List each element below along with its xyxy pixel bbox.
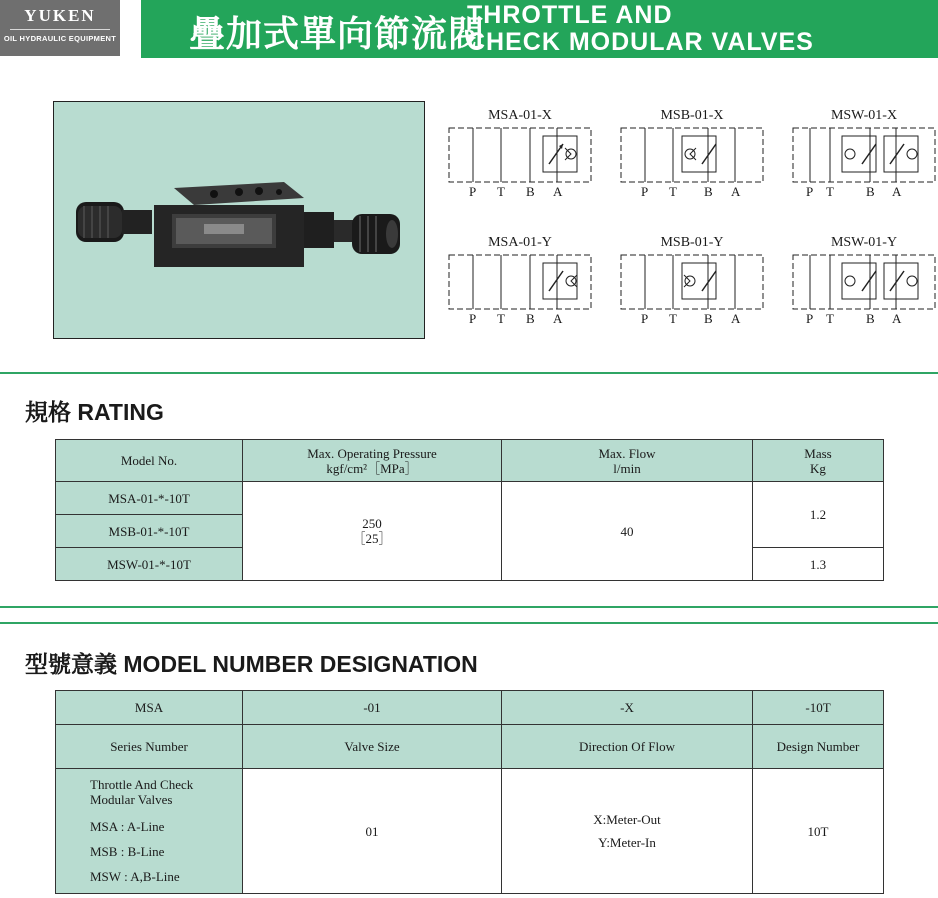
symbol-msb-01-x bbox=[618, 108, 766, 208]
code-direction: -X bbox=[502, 691, 753, 725]
port-b: B bbox=[526, 184, 535, 199]
header-pressure-line2: kgf/cm²［MPa］ bbox=[326, 460, 418, 476]
value-row bbox=[56, 769, 884, 894]
label-series: Series Number bbox=[56, 725, 243, 769]
symbol-msb-01-y bbox=[618, 235, 766, 335]
section-divider bbox=[0, 622, 938, 624]
port-p: P bbox=[806, 184, 814, 199]
symbol-msa-01-x bbox=[446, 108, 594, 208]
series-desc-line: MSB : B-Line bbox=[90, 844, 165, 859]
design-number-value: 10T bbox=[753, 769, 884, 894]
yuken-logo bbox=[0, 0, 120, 56]
code-row bbox=[56, 691, 884, 725]
series-desc-line: MSW : A,B-Line bbox=[90, 869, 180, 884]
designation-heading bbox=[25, 646, 478, 679]
port-t: T bbox=[826, 311, 834, 326]
port-a: A bbox=[731, 311, 741, 326]
port-t: T bbox=[497, 311, 505, 326]
symbol-msw-01-y bbox=[790, 235, 938, 335]
designation-table bbox=[55, 690, 884, 894]
port-a: A bbox=[553, 184, 563, 199]
rating-heading bbox=[25, 394, 164, 427]
rating-heading-en: RATING bbox=[77, 399, 164, 425]
logo-divider bbox=[10, 29, 110, 30]
section-divider bbox=[0, 606, 938, 608]
header-flow bbox=[502, 440, 753, 482]
banner-title-zh: 疊加式單向節流閥 bbox=[189, 13, 486, 54]
flow-cell: 40 bbox=[502, 482, 753, 581]
symbol-title: MSB-01-Y bbox=[660, 235, 724, 250]
valve-illustration bbox=[54, 102, 424, 338]
designation-heading-en: MODEL NUMBER DESIGNATION bbox=[123, 651, 478, 677]
symbol-title: MSB-01-X bbox=[660, 108, 724, 123]
mass-cell-w: 1.3 bbox=[753, 548, 884, 581]
header-pressure bbox=[243, 440, 502, 482]
title-banner bbox=[141, 0, 938, 58]
rating-table bbox=[55, 439, 884, 581]
product-photo bbox=[53, 101, 425, 339]
symbol-msa-01-y bbox=[446, 235, 594, 335]
port-b: B bbox=[866, 311, 875, 326]
port-p: P bbox=[469, 184, 477, 199]
designation-heading-zh: 型號意義 bbox=[25, 651, 117, 677]
symbol-title: MSA-01-Y bbox=[488, 235, 552, 250]
header-flow-line1: Max. Flow bbox=[598, 445, 656, 461]
label-direction: Direction Of Flow bbox=[502, 725, 753, 769]
label-row bbox=[56, 725, 884, 769]
port-t: T bbox=[497, 184, 505, 199]
pressure-cell bbox=[243, 482, 502, 581]
header-model: Model No. bbox=[56, 440, 243, 482]
port-t: T bbox=[669, 311, 677, 326]
code-design: -10T bbox=[753, 691, 884, 725]
series-desc-line: Throttle And Check bbox=[90, 777, 194, 792]
symbol-title: MSW-01-Y bbox=[830, 235, 898, 250]
header-mass bbox=[753, 440, 884, 482]
header-flow-line2: l/min bbox=[613, 460, 641, 476]
symbol-title: MSW-01-X bbox=[830, 108, 898, 123]
pressure-value-mpa: ［25］ bbox=[352, 531, 392, 546]
model-cell: MSW-01-*-10T bbox=[56, 548, 243, 581]
header-mass-line1: Mass bbox=[804, 445, 832, 461]
port-p: P bbox=[641, 311, 649, 326]
header-pressure-line1: Max. Operating Pressure bbox=[307, 445, 437, 461]
pressure-value: 250 bbox=[362, 516, 382, 531]
banner-title-en-line1: THROTTLE AND bbox=[467, 1, 673, 29]
port-a: A bbox=[892, 311, 902, 326]
label-design: Design Number bbox=[753, 725, 884, 769]
logo-tagline: OIL HYDRAULIC EQUIPMENT bbox=[3, 34, 117, 43]
symbol-title: MSA-01-X bbox=[488, 108, 552, 123]
port-b: B bbox=[866, 184, 875, 199]
port-a: A bbox=[553, 311, 563, 326]
port-t: T bbox=[669, 184, 677, 199]
port-b: B bbox=[704, 184, 713, 199]
symbol-msw-01-x bbox=[790, 108, 938, 208]
port-t: T bbox=[826, 184, 834, 199]
port-p: P bbox=[806, 311, 814, 326]
mass-cell-ab: 1.2 bbox=[753, 482, 884, 548]
series-desc-line: Modular Valves bbox=[90, 792, 173, 807]
logo-brand: YUKEN bbox=[24, 6, 96, 25]
valve-size-value: 01 bbox=[243, 769, 502, 894]
port-p: P bbox=[641, 184, 649, 199]
port-a: A bbox=[731, 184, 741, 199]
code-series: MSA bbox=[56, 691, 243, 725]
series-description bbox=[56, 769, 243, 894]
label-size: Valve Size bbox=[243, 725, 502, 769]
model-cell: MSA-01-*-10T bbox=[56, 482, 243, 515]
table-row bbox=[56, 482, 884, 515]
series-desc-line: MSA : A-Line bbox=[90, 819, 165, 834]
section-divider bbox=[0, 372, 938, 374]
direction-line: Y:Meter-In bbox=[598, 835, 656, 850]
port-b: B bbox=[704, 311, 713, 326]
direction-line: X:Meter-Out bbox=[593, 812, 661, 827]
banner-title-en-line2: CHECK MODULAR VALVES bbox=[467, 28, 814, 56]
rating-heading-zh: 規格 bbox=[25, 399, 71, 425]
code-size: -01 bbox=[243, 691, 502, 725]
port-p: P bbox=[469, 311, 477, 326]
port-a: A bbox=[892, 184, 902, 199]
model-cell: MSB-01-*-10T bbox=[56, 515, 243, 548]
header-mass-line2: Kg bbox=[810, 460, 826, 476]
port-b: B bbox=[526, 311, 535, 326]
direction-value bbox=[502, 769, 753, 894]
